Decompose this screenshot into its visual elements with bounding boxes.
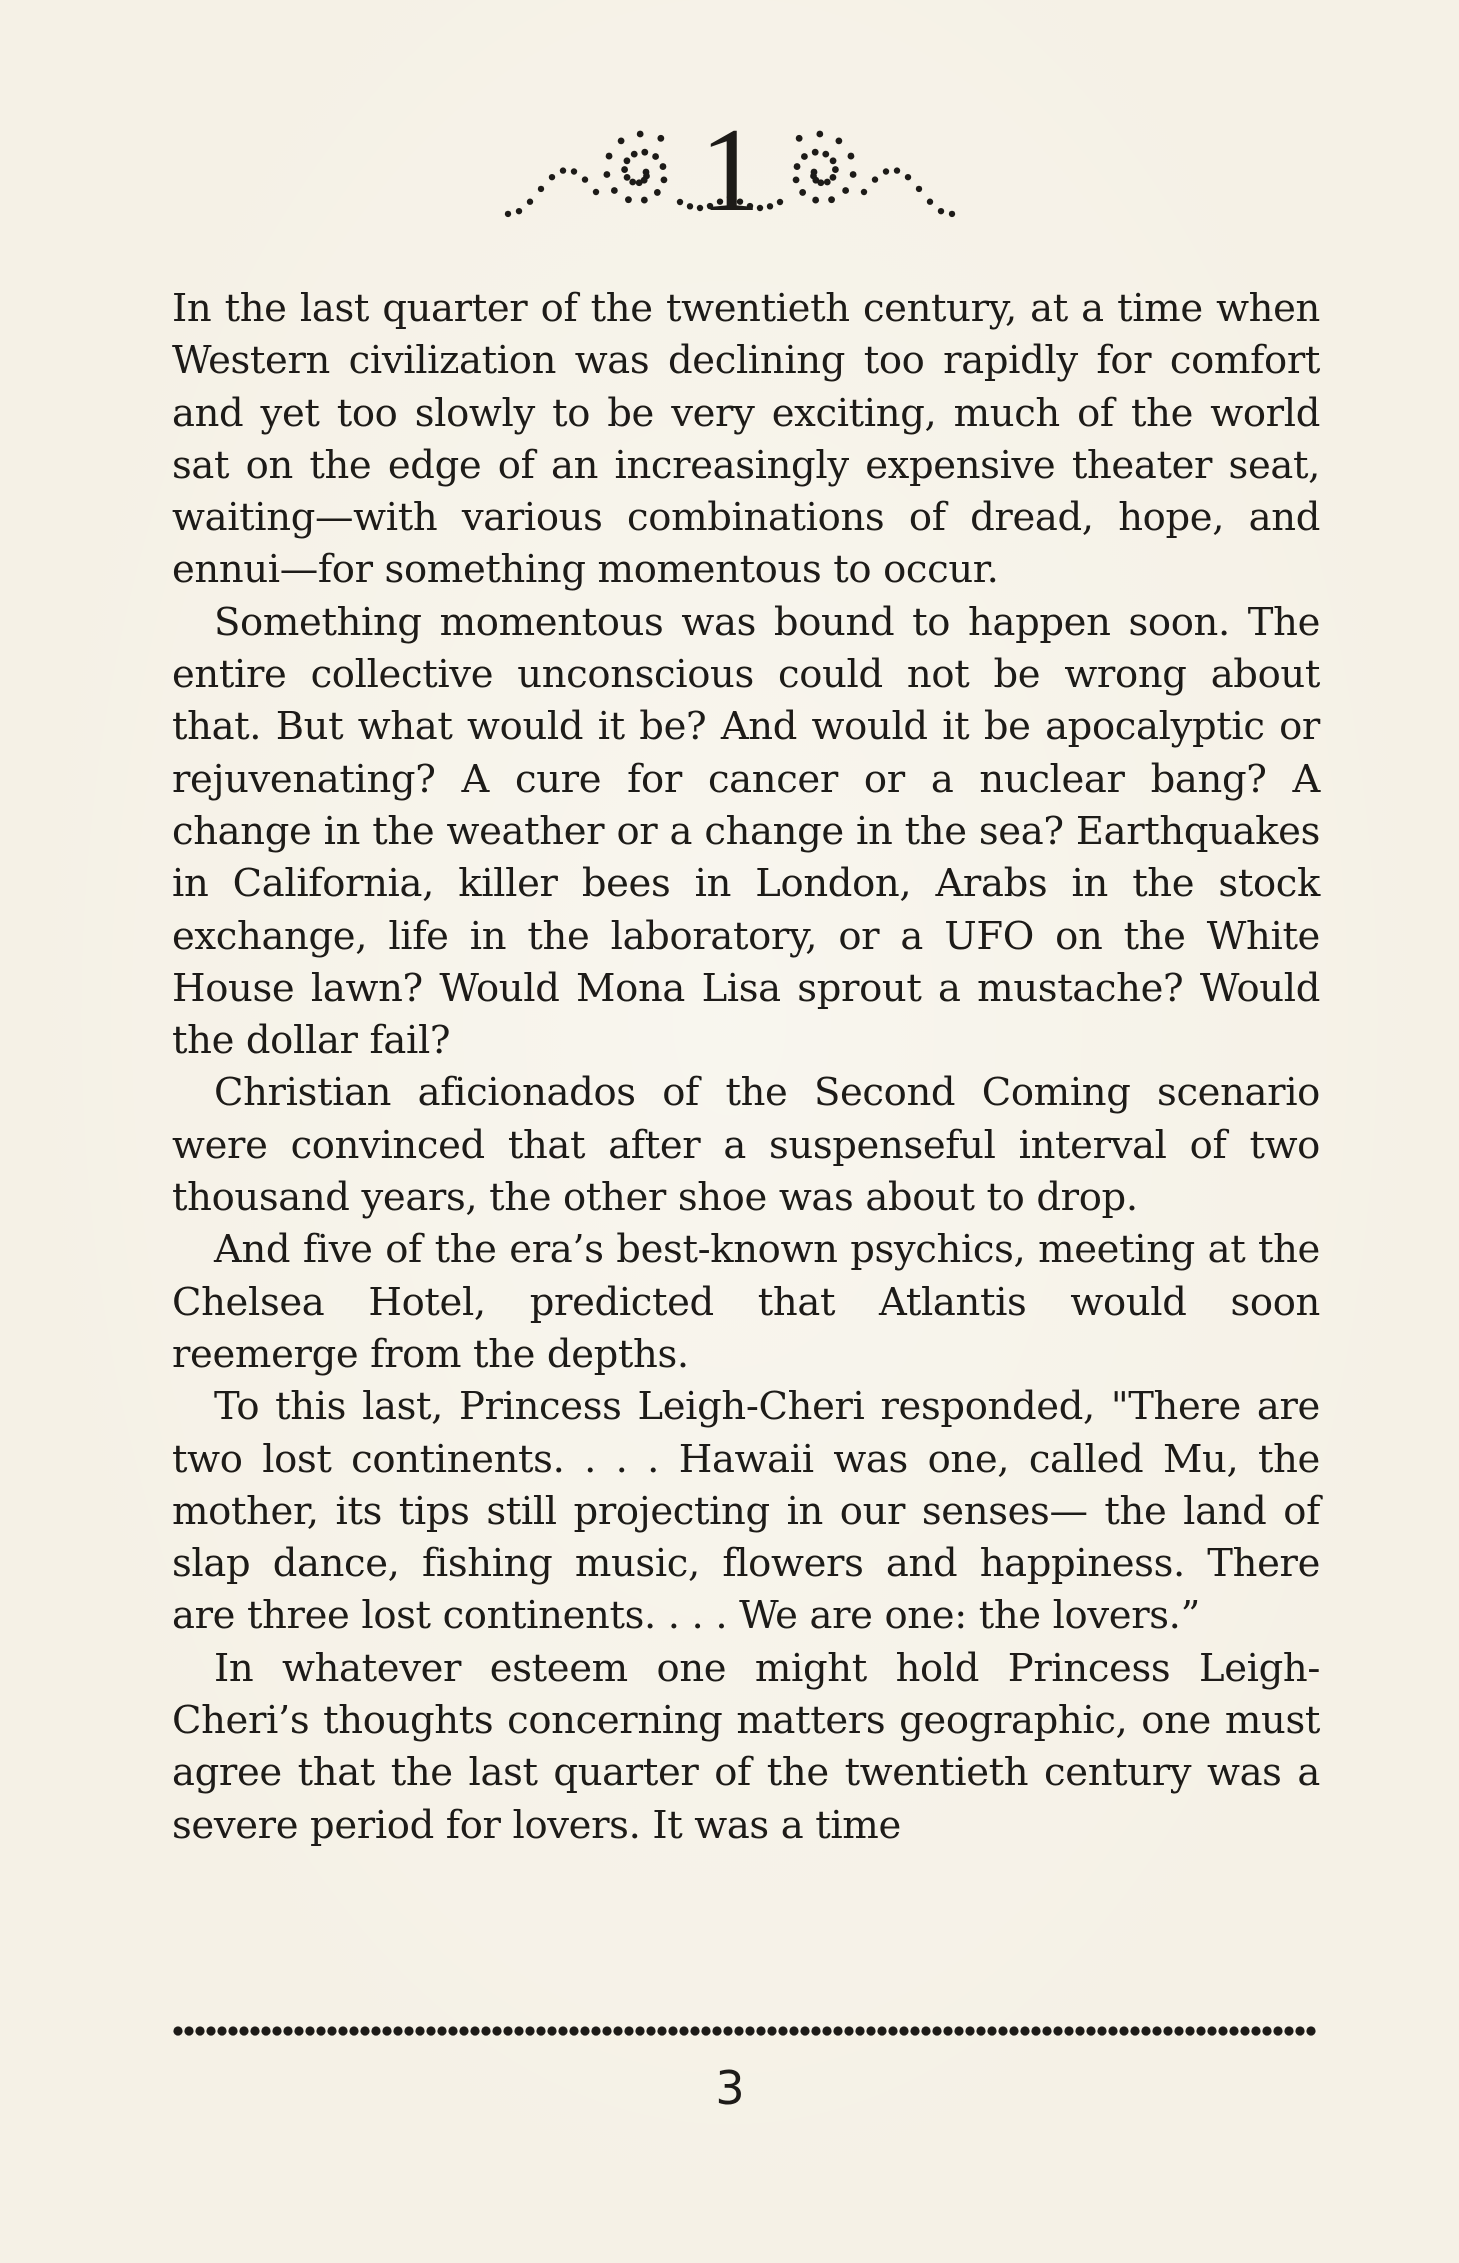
dotted-rule-icon	[172, 2020, 1320, 2042]
paragraph: In whatever esteem one might hold Princess Leigh-Cheri’s thoughts concerning matters geographic, one must agree that the last quarter of the twentieth century was a severe period for lovers. It was a time	[172, 1645, 1320, 1848]
paragraph: Christian aficionados of the Second Coming scenario were convinced that after a suspenseful interval of two thousand years, the other shoe was about to drop.	[172, 1070, 1320, 1221]
paragraph: In the last quarter of the twentieth century, at a time when Western civilization was declining too rapidly for comfort and yet too slowly to be very exciting, much of the world sat on the edge of an increasingly expensive theater seat, waiting—with various combinations of dread, hope, and ennui—for something momentous to occur.	[172, 286, 1320, 593]
paragraph: Something momentous was bound to happen soon. The entire collective unconscious could not be wrong about that. But what would it be? And would it be apocalyptic or rejuvenating? A cure for cancer or a nuclear bang? A change in the weather or a change in the sea? Earthquakes in California, killer bees in London, Arabs in the stock exchange, life in the laboratory, or a UFO on the White House lawn? Would Mona Lisa sprout a mustache? Would the dollar fail?	[172, 599, 1320, 1064]
chapter-number: 1	[700, 103, 760, 236]
paragraph: And five of the era’s best-known psychics, meeting at the Chelsea Hotel, predicted that Atlantis would soon reemerge from the depths.	[172, 1227, 1320, 1377]
paragraph: To this last, Princess Leigh-Cheri responded, "There are two lost continents. . . . Hawaii was one, called Mu, the mother, its tips still projecting in our senses— the land of slap dance, fishing music, flowers and happiness. There are three lost continents. . . . We are one: the lovers.”	[172, 1384, 1320, 1639]
chapter-body	[172, 283, 1320, 1852]
page-number: 3	[715, 2061, 745, 2115]
